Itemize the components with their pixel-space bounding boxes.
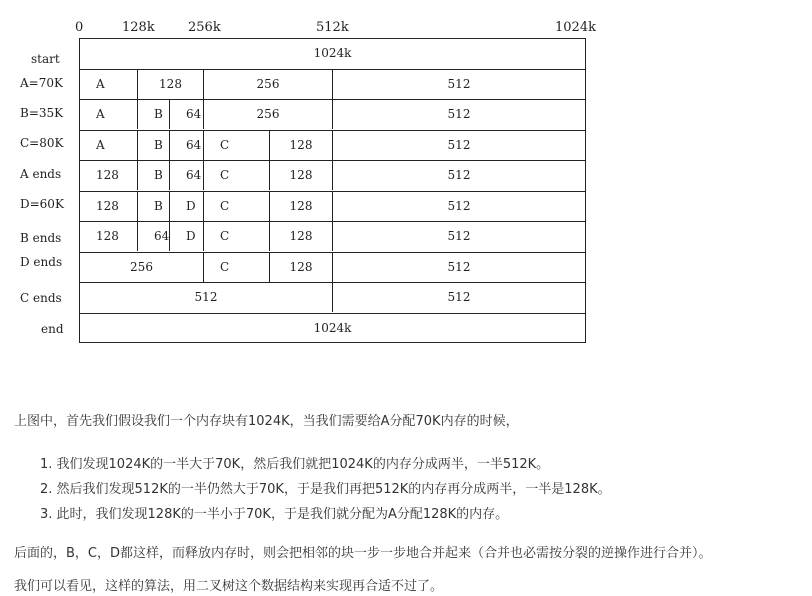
memory-row — [80, 38, 585, 68]
memory-block: B — [138, 191, 170, 221]
memory-block: B — [138, 160, 170, 190]
memory-block: 128 — [138, 69, 204, 99]
memory-block: 512 — [447, 199, 471, 213]
memory-block: 64 — [170, 130, 204, 160]
memory-block: 128 — [80, 160, 138, 190]
memory-block: C — [204, 130, 270, 160]
memory-row — [80, 313, 585, 343]
row-divider — [80, 99, 585, 100]
memory-block: 128 — [270, 191, 333, 221]
row-label: A=70K — [20, 76, 63, 90]
memory-block: 256 — [80, 252, 204, 282]
memory-block: C — [204, 221, 270, 251]
memory-block: 64 — [138, 221, 170, 251]
memory-row — [80, 130, 585, 160]
memory-row — [80, 252, 585, 282]
memory-block: 128 — [270, 160, 333, 190]
row-divider — [80, 313, 585, 314]
row-label: C ends — [20, 291, 62, 305]
row-divider — [80, 69, 585, 70]
memory-block: 128 — [270, 221, 333, 251]
memory-block: 512 — [447, 168, 471, 182]
memory-block: D — [170, 191, 204, 221]
memory-block: 64 — [170, 99, 204, 129]
memory-block: C — [204, 191, 270, 221]
row-label: A ends — [20, 167, 62, 181]
row-label: B=35K — [20, 106, 64, 120]
row-divider — [80, 191, 585, 192]
memory-block: 128 — [80, 221, 138, 251]
memory-row — [80, 99, 585, 129]
intro-text: 上图中，首先我们假设我们一个内存块有1024K，当我们需要给A分配70K内存的时候， — [14, 414, 519, 429]
memory-block: 512 — [447, 290, 471, 304]
scale-label: 1024k — [555, 20, 596, 35]
scale-label: 256k — [188, 20, 221, 35]
row-label: C=80K — [20, 136, 64, 150]
row-divider — [80, 252, 585, 253]
memory-block: 512 — [447, 77, 471, 91]
memory-block: 1024k — [313, 321, 352, 335]
memory-block: 128 — [80, 191, 138, 221]
scale-label: 128k — [122, 20, 155, 35]
step-item: 3. 此时，我们发现128K的一半小于70K，于是我们就分配为A分配128K的内存。 — [40, 507, 509, 522]
memory-block: 256 — [204, 99, 333, 129]
memory-block: B — [138, 99, 170, 129]
row-divider — [80, 221, 585, 222]
memory-block: 512 — [447, 138, 471, 152]
row-divider — [80, 160, 585, 161]
memory-block: A — [80, 69, 138, 99]
step-item: 1. 我们发现1024K的一半大于70K，然后我们就把1024K的内存分成两半，一半512K。 — [40, 457, 550, 472]
memory-block: 512 — [80, 282, 333, 312]
conclusion-paragraph: 我们可以看见，这样的算法，用二叉树这个数据结构来实现再合适不过了。 — [14, 579, 444, 594]
memory-block: 256 — [204, 69, 333, 99]
memory-block: C — [204, 252, 270, 282]
row-label: D ends — [20, 255, 63, 269]
row-label: B ends — [20, 231, 62, 245]
memory-block: 128 — [270, 130, 333, 160]
row-label: start — [31, 52, 60, 66]
memory-block: C — [204, 160, 270, 190]
memory-row — [80, 160, 585, 190]
memory-block: 128 — [270, 252, 333, 282]
memory-row — [80, 69, 585, 99]
row-divider — [80, 282, 585, 283]
scale-label: 512k — [316, 20, 349, 35]
memory-block: B — [138, 130, 170, 160]
memory-block: 1024k — [313, 46, 352, 60]
memory-block: 64 — [170, 160, 204, 190]
merge-paragraph: 后面的，B，C，D都这样，而释放内存时，则会把相邻的块一步一步地合并起来（合并也必需按分裂的逆操作进行合并）。 — [14, 546, 712, 561]
scale-label: 0 — [75, 20, 84, 35]
row-label: D=60K — [20, 197, 64, 211]
memory-block: 512 — [447, 107, 471, 121]
memory-block: A — [80, 99, 138, 129]
memory-row — [80, 282, 585, 312]
memory-row — [80, 191, 585, 221]
memory-block: D — [170, 221, 204, 251]
row-label: end — [41, 322, 64, 336]
row-divider — [80, 130, 585, 131]
memory-row — [80, 221, 585, 251]
memory-block: 512 — [447, 229, 471, 243]
memory-block: 512 — [447, 260, 471, 274]
step-item: 2. 然后我们发现512K的一半仍然大于70K，于是我们再把512K的内存再分成两半，一半是128K。 — [40, 482, 611, 497]
memory-block: A — [80, 130, 138, 160]
